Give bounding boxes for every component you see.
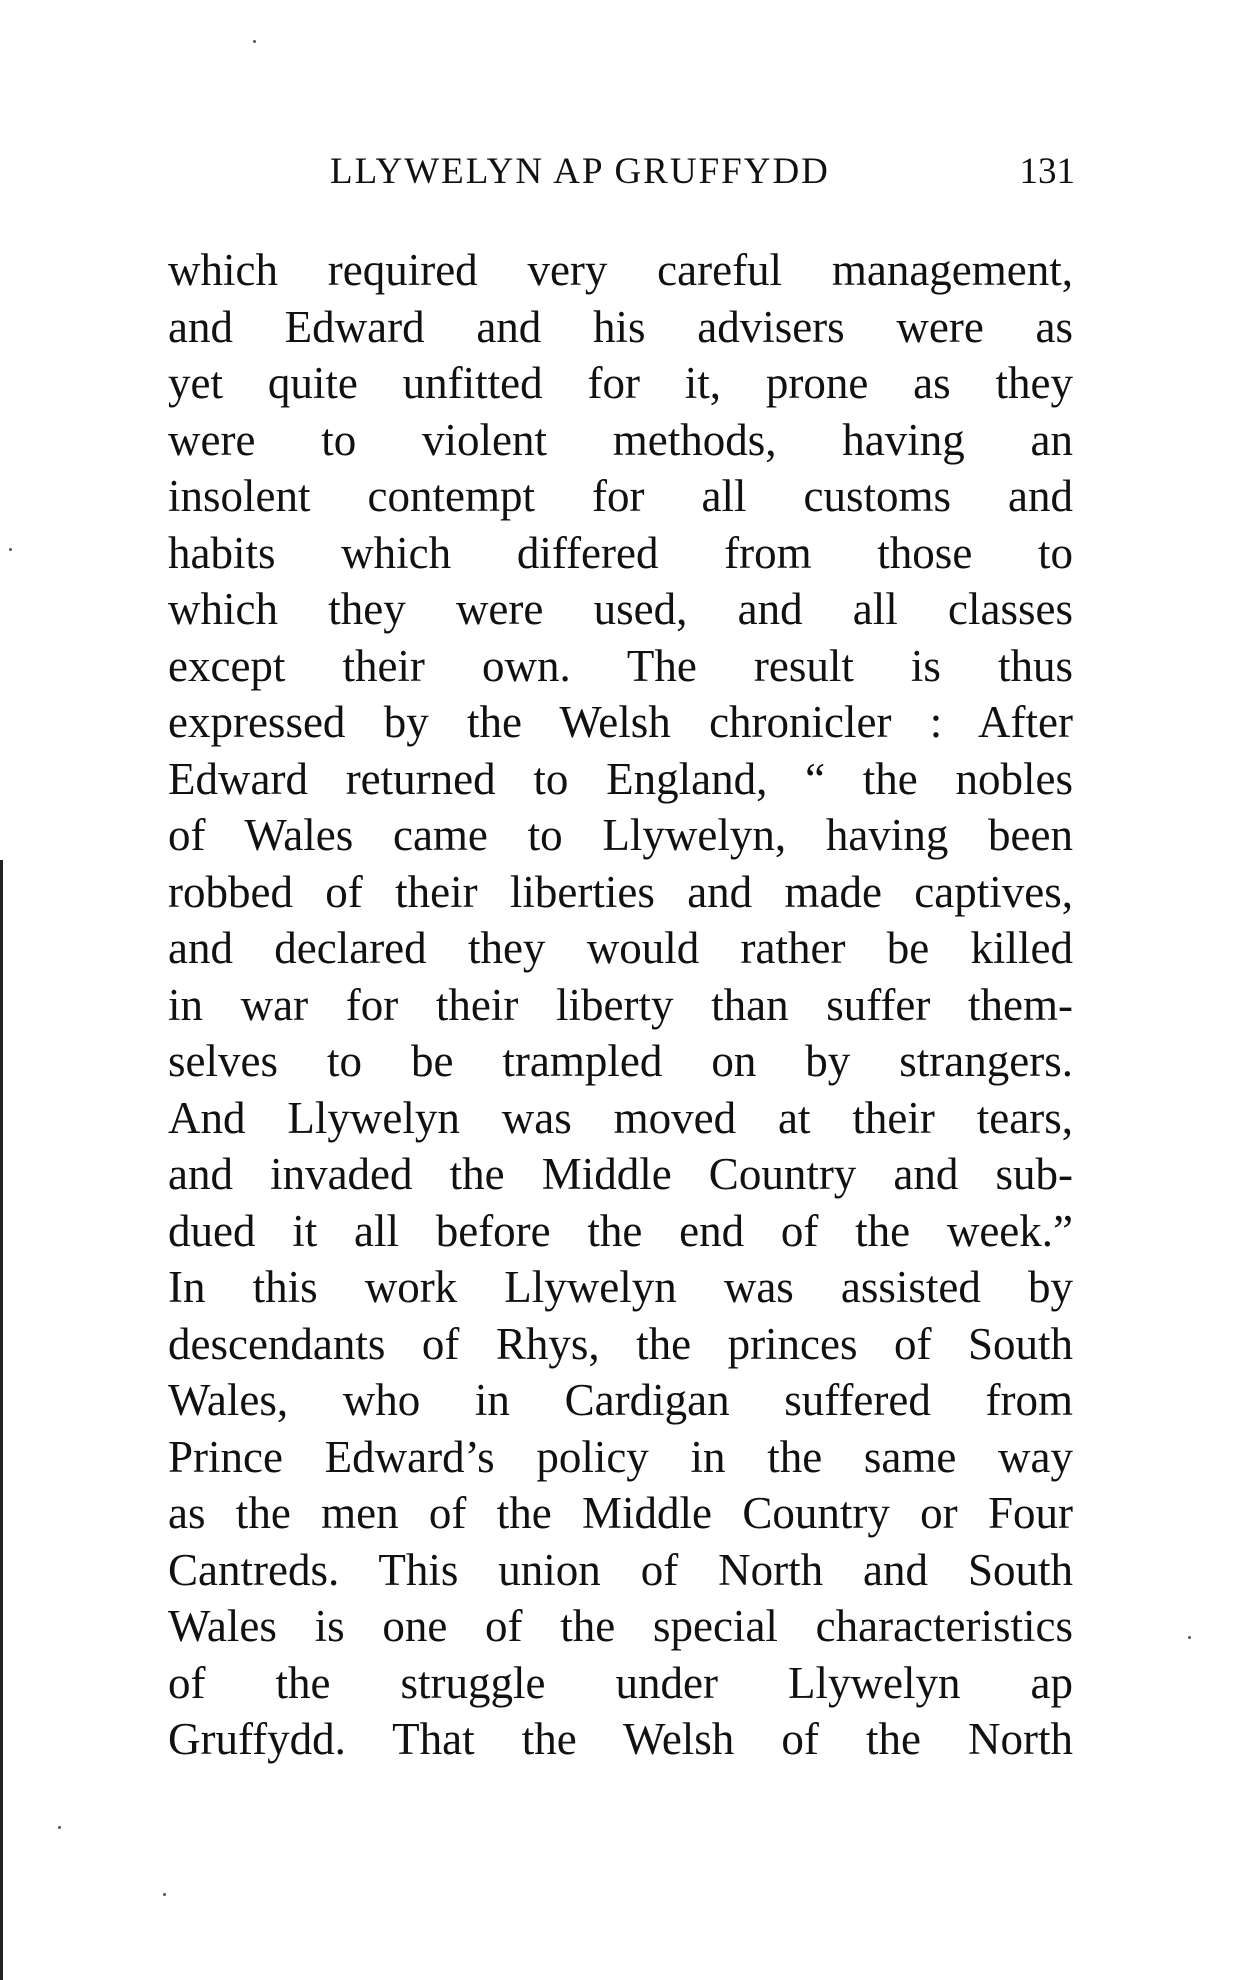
page-edge-mark <box>0 860 3 1980</box>
text-line: In this work Llywelyn was assisted by <box>168 1262 1073 1312</box>
text-line: which they were used, and all classes <box>168 584 1073 634</box>
page-number: 131 <box>1019 151 1075 192</box>
text-line: of Wales came to Llywelyn, having been <box>168 810 1073 860</box>
scan-speck <box>9 548 12 551</box>
text-line: except their own. The result is thus <box>168 640 1073 691</box>
text-line: yet quite unfitted for it, prone as they <box>168 358 1073 408</box>
text-line: and invaded the Middle Country and sub- <box>168 1149 1073 1199</box>
text-line: expressed by the Welsh chronicler : After <box>168 697 1073 747</box>
text-line: Gruffydd. That the Welsh of the North <box>168 1714 1073 1764</box>
text-line: Cantreds. This union of North and South <box>168 1544 1073 1595</box>
text-line: dued it all before the end of the week.” <box>168 1205 1073 1256</box>
running-title: LLYWELYN AP GRUFFYDD <box>330 151 830 192</box>
text-line: as the men of the Middle Country or Four <box>168 1488 1073 1538</box>
text-line: were to violent methods, having an <box>168 414 1073 465</box>
scan-speck <box>1188 1636 1191 1639</box>
text-line: Wales is one of the special characteristics <box>168 1601 1073 1651</box>
text-line: robbed of their liberties and made captives, <box>168 866 1073 917</box>
text-line: and declared they would rather be killed <box>168 923 1073 973</box>
text-line: Prince Edward’s policy in the same way <box>168 1431 1073 1482</box>
text-line: Wales, who in Cardigan suffered from <box>168 1375 1073 1425</box>
text-line: and Edward and his advisers were as <box>168 301 1073 352</box>
scan-speck <box>58 1826 61 1829</box>
text-line: insolent contempt for all customs and <box>168 471 1073 521</box>
text-line: And Llywelyn was moved at their tears, <box>168 1092 1073 1143</box>
text-line: Edward returned to England, “ the nobles <box>168 753 1073 804</box>
text-line: which required very careful management, <box>168 245 1073 295</box>
text-line: descendants of Rhys, the princes of South <box>168 1318 1073 1369</box>
text-line: habits which differed from those to <box>168 527 1073 578</box>
text-line: of the struggle under Llywelyn ap <box>168 1657 1073 1708</box>
scan-speck <box>163 1893 166 1896</box>
body-text <box>168 242 1073 1768</box>
text-line: selves to be trampled on by strangers. <box>168 1036 1073 1086</box>
running-header <box>330 150 1075 200</box>
text-line: in war for their liberty than suffer them- <box>168 979 1073 1030</box>
scan-speck <box>253 40 256 43</box>
